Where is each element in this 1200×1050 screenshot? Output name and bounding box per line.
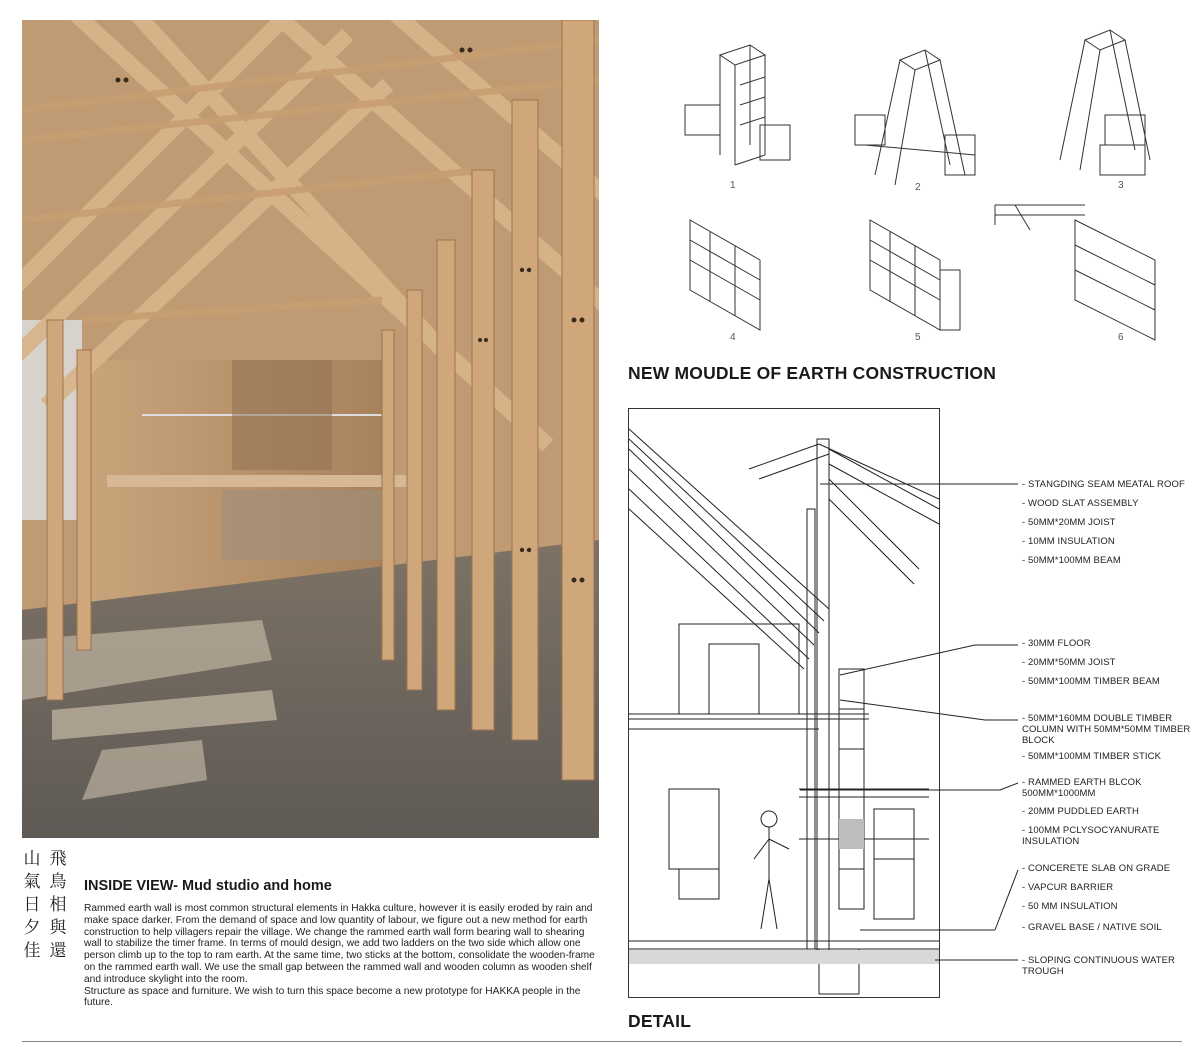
poem-char: 佳 [23,941,41,961]
poem-char: 相 [49,895,67,915]
detail-label-insulation: - 10MM INSULATION [1022,536,1115,547]
inside-view-description [84,903,602,1009]
poem-char: 夕 [23,918,41,938]
module-number: 4 [730,332,736,343]
detail-label-water-trough: - SLOPING CONTINUOUS WATER TROUGH [1022,955,1176,977]
detail-label-vapour-barrier: - VAPCUR BARRIER [1022,882,1114,893]
detail-section-title: DETAIL [628,1011,692,1031]
poem-char: 還 [49,941,67,961]
module-number: 5 [915,332,921,343]
detail-label-puddled-earth: - 20MM PUDDLED EARTH [1022,806,1139,817]
detail-label-beam: - 50MM*100MM BEAM [1022,555,1121,566]
detail-label-timber-beam: - 50MM*100MM TIMBER BEAM [1022,676,1160,687]
module-number: 1 [730,180,736,191]
detail-label-wood-slat: - WOOD SLAT ASSEMBLY [1022,498,1139,509]
detail-label-50mm-insulation: - 50 MM INSULATION [1022,901,1118,912]
poem-column-left [22,848,42,963]
inside-view-paragraph-2: Structure as space and furniture. We wish to turn this space become a new prototype for HAKKA people in the future. [84,985,581,1009]
detail-label-pir-insulation: - 100MM PCLYSOCYANURATE INSULATION [1022,825,1160,847]
detail-label-slab: - CONCERETE SLAB ON GRADE [1022,863,1171,874]
detail-section-drawing [628,408,940,998]
detail-label-floor: - 30MM FLOOR [1022,638,1091,649]
detail-label-floor-joist: - 20MM*50MM JOIST [1022,657,1116,668]
module-axonometric-drawings [660,25,1190,355]
poem-char: 飛 [49,849,67,869]
poem-column-right [48,848,68,963]
detail-label-rammed-earth: - RAMMED EARTH BLCOK 500MM*1000MM [1022,777,1142,799]
inside-view-paragraph: Rammed earth wall is most common structural elements in Hakka culture, however it is easily eroded by rain and make space darker. From the demand of space and low quantity of labour, we figure out a new method for earth construction to help villagers repair the village. We change the rammed earth wall form bearing wall to shearing wall to stabilize the timer frame. In terms of mould design, we add two ladders on the two side which allow one person climb up to the top to ram earth. At the same time, two sticks at the bottom, consolidate the wooden-frame on the rammed earth wall. We use the small gap between the rammed wall and wooden column as wooden shelf and introduce skylight into the room. [84,903,595,985]
module-number: 6 [1118,332,1124,343]
poem-char: 與 [49,918,67,938]
detail-line-drawing [629,409,939,997]
detail-label-gravel: - GRAVEL BASE / NATIVE SOIL [1022,922,1162,933]
poem-char: 日 [23,895,41,915]
inside-view-title: INSIDE VIEW- Mud studio and home [84,878,332,894]
construction-modules-diagram [660,25,1190,355]
interior-render-image [22,20,599,838]
timber-frame-illustration [22,20,599,838]
poem-char: 鳥 [49,872,67,892]
detail-label-roof: - STANGDING SEAM MEATAL ROOF [1022,479,1185,490]
poem-char: 氣 [23,872,41,892]
poem-char: 山 [23,849,41,869]
module-section-title: NEW MOUDLE OF EARTH CONSTRUCTION [628,363,997,383]
module-number: 3 [1118,180,1124,191]
detail-label-double-column: - 50MM*160MM DOUBLE TIMBER COLUMN WITH 50MM*50MM TIMBER BLOCK [1022,713,1191,746]
detail-label-timber-stick: - 50MM*100MM TIMBER STICK [1022,751,1162,762]
module-number: 2 [915,182,921,193]
detail-label-joist: - 50MM*20MM JOIST [1022,517,1116,528]
